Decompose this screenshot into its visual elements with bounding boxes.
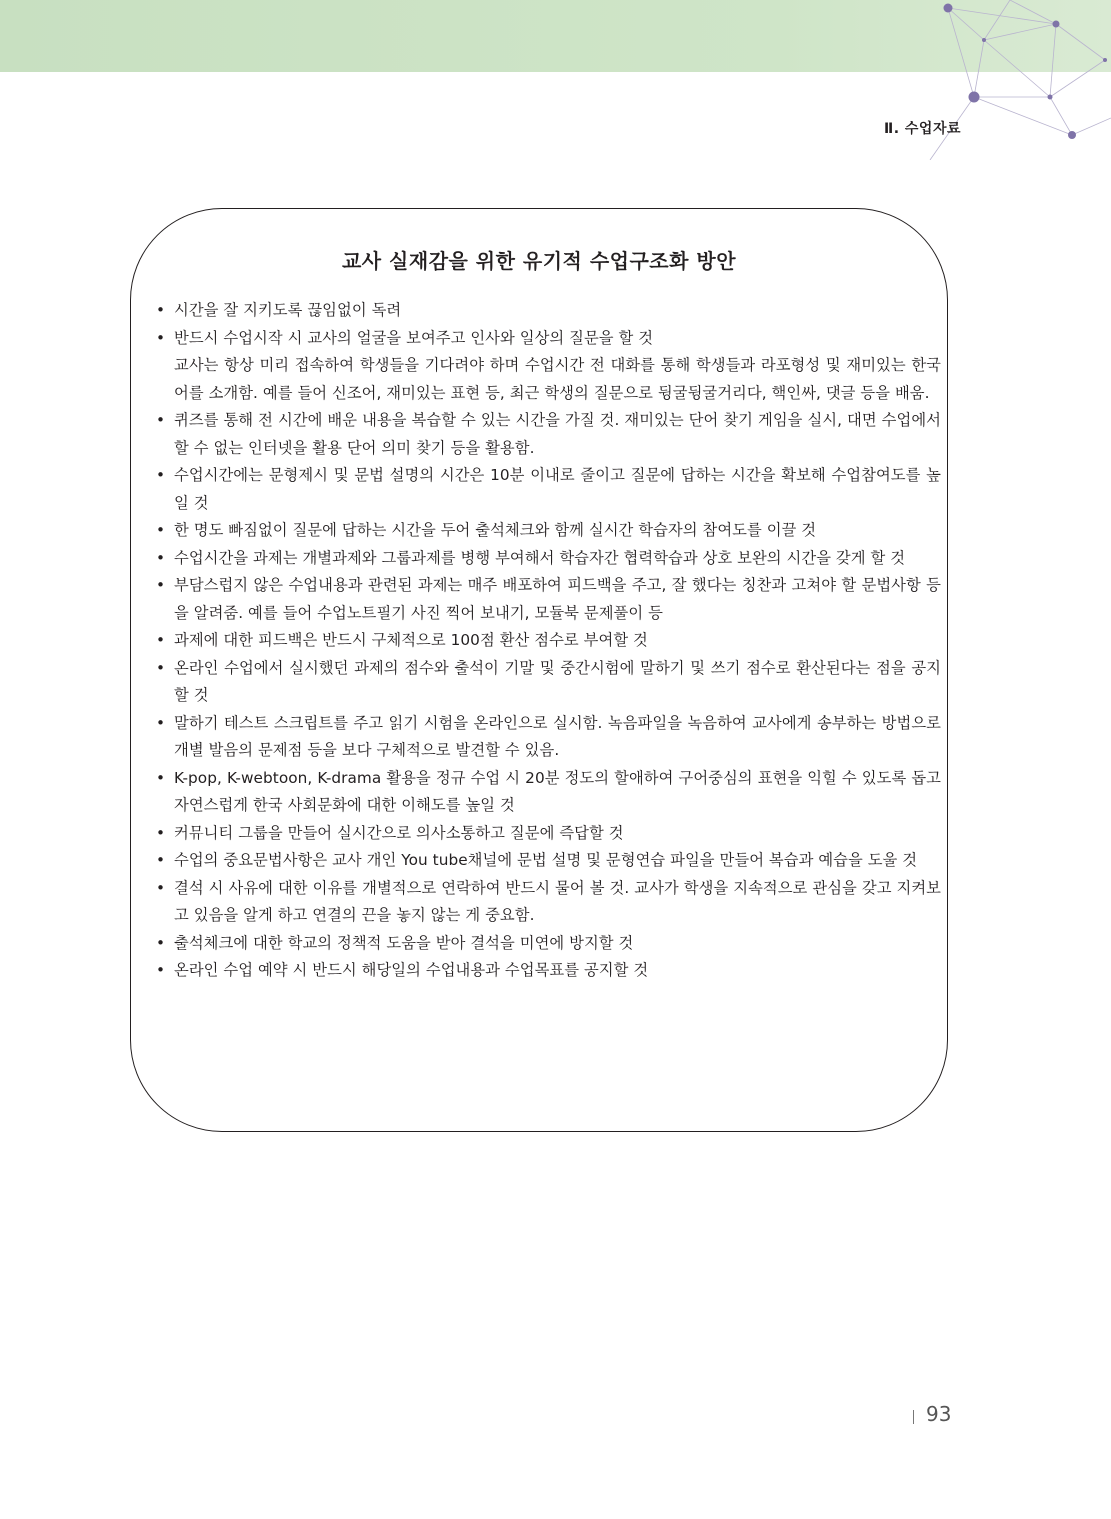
bullet-text: 수업시간을 과제는 개별과제와 그룹과제를 병행 부여해서 학습자간 협력학습과 상호 보완의 시간을 갖게 할 것 (174, 548, 906, 567)
bullet-dot: • (156, 631, 166, 649)
bullet-dot: • (156, 411, 166, 429)
bullet-item (155, 847, 941, 875)
network-node (969, 92, 980, 103)
network-node (1053, 21, 1060, 28)
bullet-dot: • (156, 548, 166, 567)
bullet-text: 말하기 테스트 스크립트를 주고 읽기 시험을 온라인으로 실시함. 녹음파일을 녹음하여 교사에게 송부하는 방법으로 개별 발음의 문제점 등을 보다 구체적으로 발견할 수 있음. (174, 713, 941, 759)
bullet-item (155, 820, 941, 848)
bullet-item (155, 710, 941, 765)
bullet-item (155, 297, 941, 325)
bullet-text: 수업시간에는 문형제시 및 문법 설명의 시간은 10분 이내로 줄이고 질문에 답하는 시간을 확보해 수업참여도를 높일 것 (174, 466, 941, 512)
bullet-text: 시간을 잘 지키도록 끊임없이 독려 (174, 301, 402, 319)
bullet-list (155, 297, 941, 985)
bullet-item (155, 875, 941, 930)
content-box (130, 208, 948, 1132)
box-title: 교사 실재감을 위한 유기적 수업구조화 방안 (341, 249, 737, 273)
bullet-text: 수업의 중요문법사항은 교사 개인 You tube채널에 문법 설명 및 문형연습 파일을 만들어 복습과 예습을 도울 것 (174, 851, 918, 869)
bullet-dot: • (156, 328, 166, 347)
bullet-dot: • (156, 823, 166, 842)
bullet-item (155, 572, 941, 627)
bullet-item (155, 957, 941, 985)
bullet-dot: • (156, 713, 166, 732)
network-node (1048, 95, 1053, 100)
network-node (982, 38, 986, 42)
bullet-dot: • (156, 878, 166, 897)
bullet-text: 온라인 수업 예약 시 반드시 해당일의 수업내용과 수업목표를 공지할 것 (174, 961, 649, 979)
bullet-item (155, 545, 941, 573)
bullet-text: 반드시 수업시작 시 교사의 얼굴을 보여주고 인사와 일상의 질문을 할 것 교사는 항상 미리 접속하여 학생들을 기다려야 하며 수업시간 전 대화를 통해 학생들과 라포형성 및 재미있는 한국어를 소개함. 예를 들어 신조어, 재미있는 표현 등, 최근 학생의 질문으로 뒹굴뒹굴거리다, 핵인싸, 댓글 등을 배움. (174, 328, 941, 402)
bullet-item (155, 627, 941, 655)
bullet-dot: • (156, 768, 166, 787)
bullet-dot: • (156, 521, 166, 539)
bullet-dot: • (156, 851, 166, 869)
bullet-item (155, 462, 941, 517)
section-label: Ⅱ. 수업자료 (883, 121, 961, 137)
bullet-item (155, 930, 941, 958)
bullet-dot: • (156, 658, 166, 677)
bullet-text: 부담스럽지 않은 수업내용과 관련된 과제는 매주 배포하여 피드백을 주고, 잘 했다는 칭찬과 고쳐야 할 문법사항 등을 알려줌. 예를 들어 수업노트필기 사진 찍어 보내기, 모듈북 문제풀이 등 (174, 576, 941, 622)
bullet-text: 출석체크에 대한 학교의 정책적 도움을 받아 결석을 미연에 방지할 것 (174, 933, 634, 952)
bullet-text: K-pop, K-webtoon, K-drama 활용을 정규 수업 시 20분 정도의 할애하여 구어중심의 표현을 익힐 수 있도록 돕고 자연스럽게 한국 사회문화에 대한 이해도를 높일 것 (174, 768, 941, 814)
bullet-text: 과제에 대한 피드백은 반드시 구체적으로 100점 환산 점수로 부여할 것 (174, 631, 648, 649)
bullet-dot: • (156, 933, 166, 952)
bullet-item (155, 325, 941, 408)
bullet-item (155, 517, 941, 545)
page-number: 93 (926, 1402, 952, 1426)
bullet-text: 커뮤니티 그룹을 만들어 실시간으로 의사소통하고 질문에 즉답할 것 (174, 823, 624, 842)
bullet-item (155, 407, 941, 462)
bullet-dot: • (156, 301, 166, 319)
network-node (1103, 58, 1107, 62)
bullet-item (155, 655, 941, 710)
bullet-dot: • (156, 961, 166, 979)
bullet-dot: • (156, 466, 166, 484)
page-number-divider (913, 1410, 914, 1424)
bullet-text: 온라인 수업에서 실시했던 과제의 점수와 출석이 기말 및 중간시험에 말하기 및 쓰기 점수로 환산된다는 점을 공지할 것 (174, 658, 941, 704)
network-node (944, 4, 953, 13)
bullet-text: 한 명도 빠짐없이 질문에 답하는 시간을 두어 출석체크와 함께 실시간 학습자의 참여도를 이끌 것 (174, 521, 817, 539)
bullet-text: 결석 시 사유에 대한 이유를 개별적으로 연락하여 반드시 물어 볼 것. 교사가 학생을 지속적으로 관심을 갖고 지켜보고 있음을 알게 하고 연결의 끈을 놓지 않는 게 중요함. (174, 878, 941, 924)
network-node (1068, 131, 1076, 139)
bullet-item (155, 765, 941, 820)
bullet-dot: • (156, 576, 166, 594)
bullet-text: 퀴즈를 통해 전 시간에 배운 내용을 복습할 수 있는 시간을 가질 것. 재미있는 단어 찾기 게임을 실시, 대면 수업에서 할 수 없는 인터넷을 활용 단어 의미 찾기 등을 활용함. (174, 411, 941, 457)
